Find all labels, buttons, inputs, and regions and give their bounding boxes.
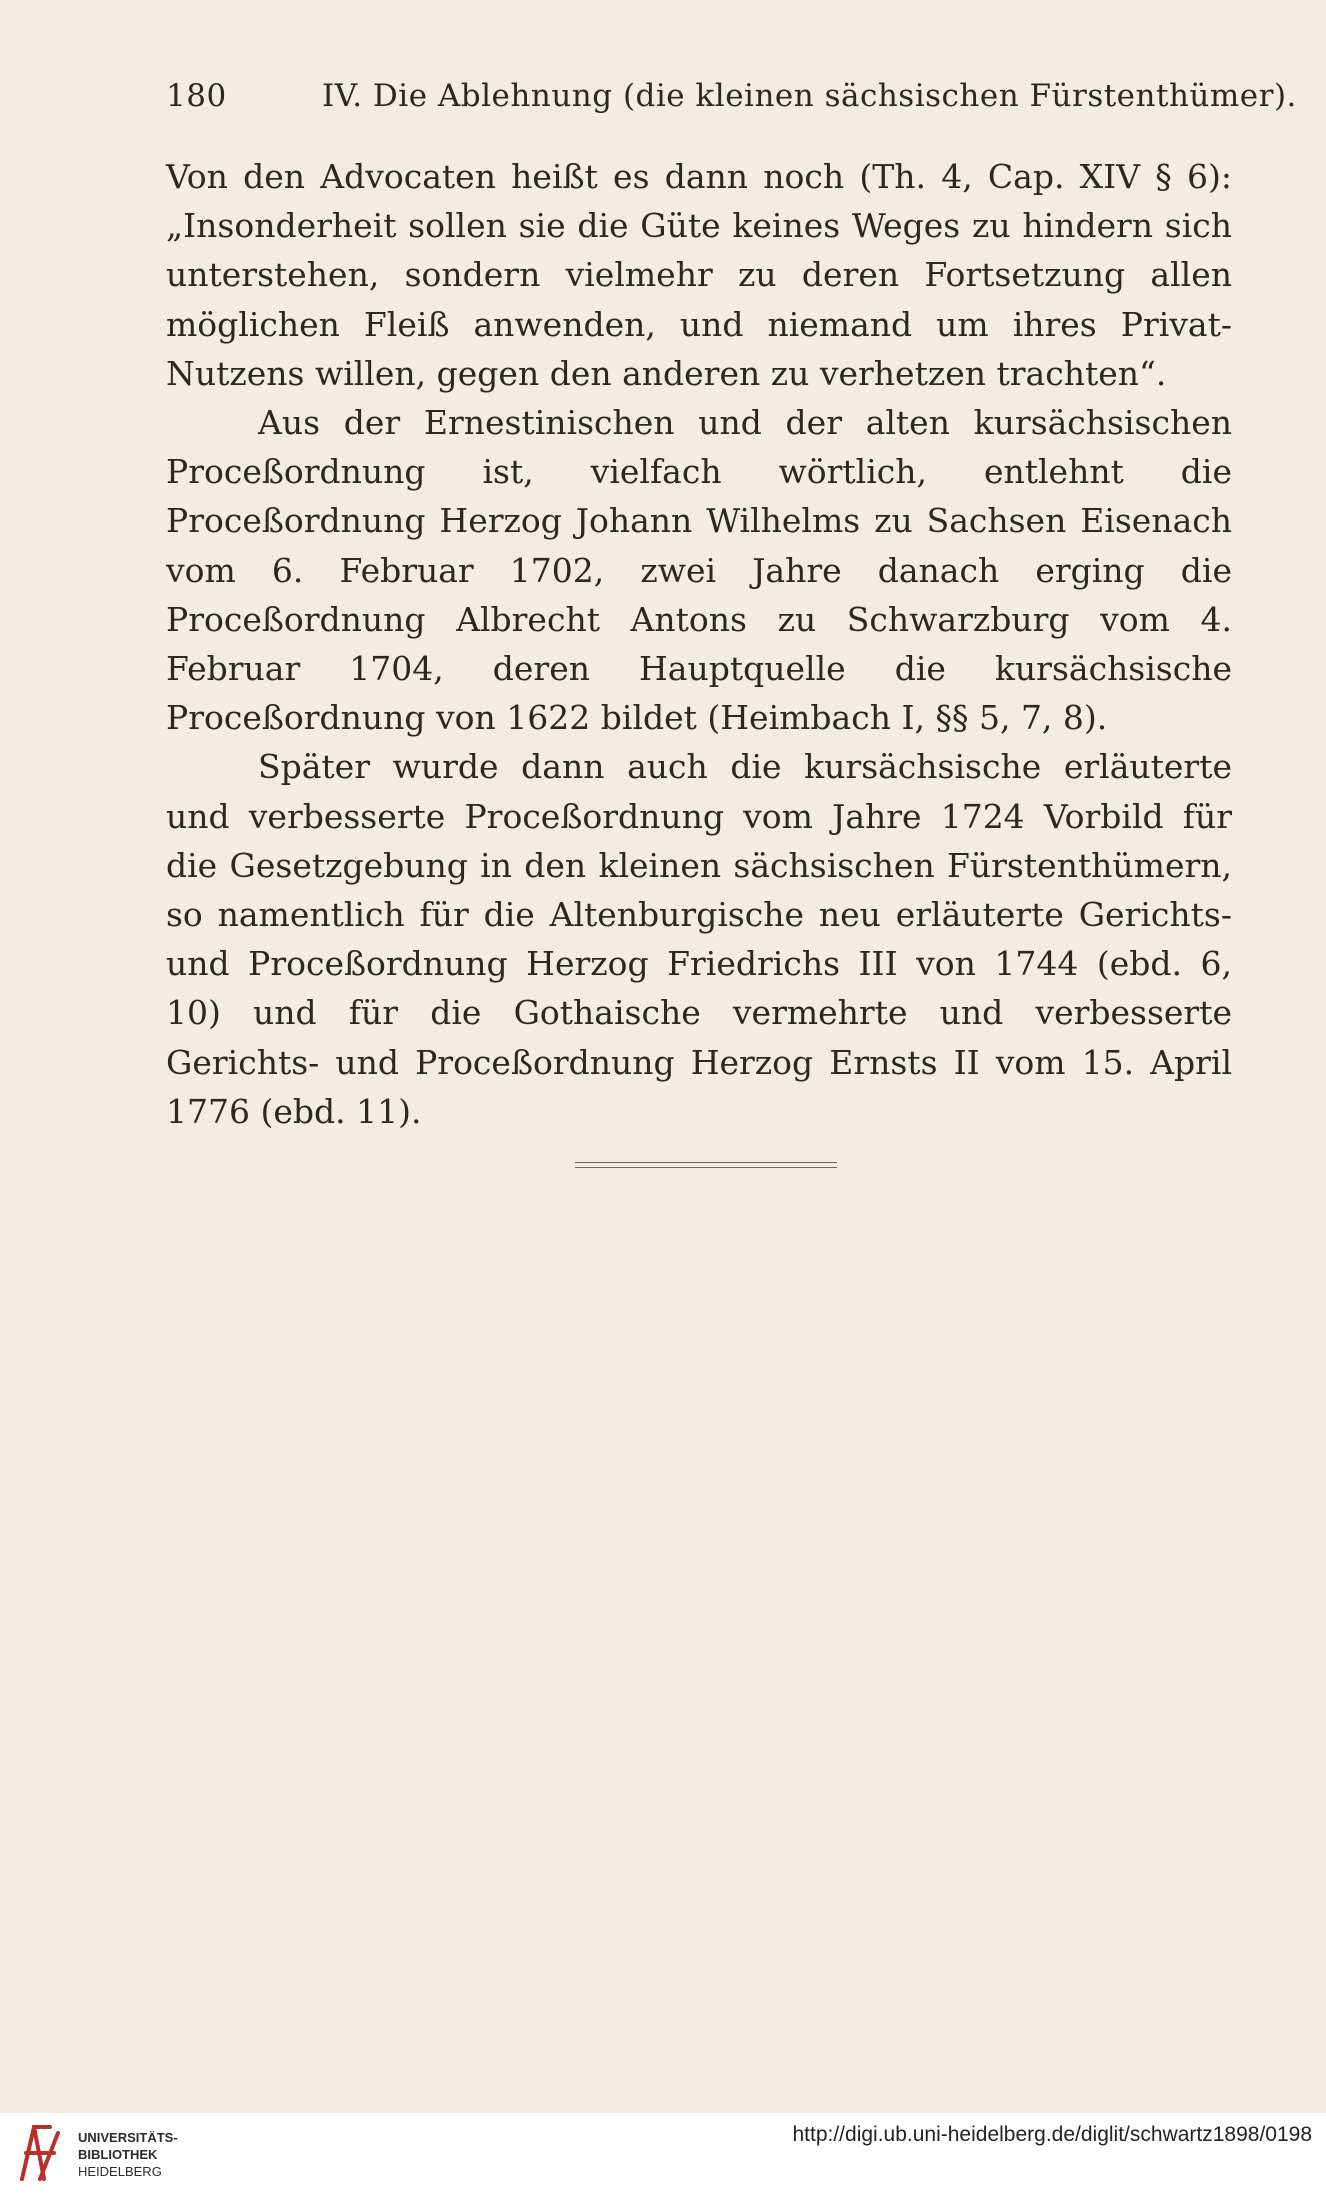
library-name-line: BIBLIOTHEK — [78, 2147, 158, 2162]
page-number: 180 — [166, 78, 227, 114]
footer-bar — [0, 2113, 1326, 2199]
library-name-line: HEIDELBERG — [78, 2164, 162, 2179]
running-head: IV. Die Ablehnung (die kleinen sächsischen Fürstenthümer). — [322, 78, 1297, 114]
library-name — [78, 2129, 178, 2180]
source-url-link[interactable]: http://digi.ub.uni-heidelberg.de/diglit/schwartz1898/0198 — [792, 2123, 1312, 2146]
body-text — [166, 152, 1232, 1136]
library-logo-icon — [14, 2119, 70, 2189]
paragraph: Später wurde dann auch die kursächsische erläuterte und verbesserte Proceßordnung vom Jahre 1724 Vorbild für die Gesetzgebung in den kleinen sächsischen Fürstenthümern, so namentlich für die Altenburgische neu erläuterte Gerichts- und Proceßordnung Herzog Friedrichs III von 1744 (ebd. 6, 10) und für die Gothaische vermehrte und verbesserte Gerichts- und Proceßordnung Herzog Ernsts II vom 15. April 1776 (ebd. 11). — [166, 747, 1232, 1131]
library-name-line: UNIVERSITÄTS- — [78, 2130, 178, 2145]
paragraph: Aus der Ernestinischen und der alten kursächsischen Proceßordnung ist, vielfach wörtlich, entlehnt die Proceßordnung Herzog Johann Wilhelms zu Sachsen Eisenach vom 6. Februar 1702, zwei Jahre danach erging die Proceßordnung Albrecht Antons zu Schwarzburg vom 4. Februar 1704, deren Hauptquelle die kursächsische Proceßordnung von 1622 bildet (Heimbach I, §§ 5, 7, 8). — [166, 403, 1232, 738]
section-divider — [575, 1162, 837, 1168]
paragraph: Von den Advocaten heißt es dann noch (Th. 4, Cap. XIV § 6): „Insonderheit sollen sie die Güte keines Weges zu hindern sich unterstehen, sondern vielmehr zu deren Fortsetzung allen möglichen Fleiß anwenden, und niemand um ihres Privat-Nutzens willen, gegen den anderen zu verhetzen trachten“. — [166, 157, 1232, 393]
